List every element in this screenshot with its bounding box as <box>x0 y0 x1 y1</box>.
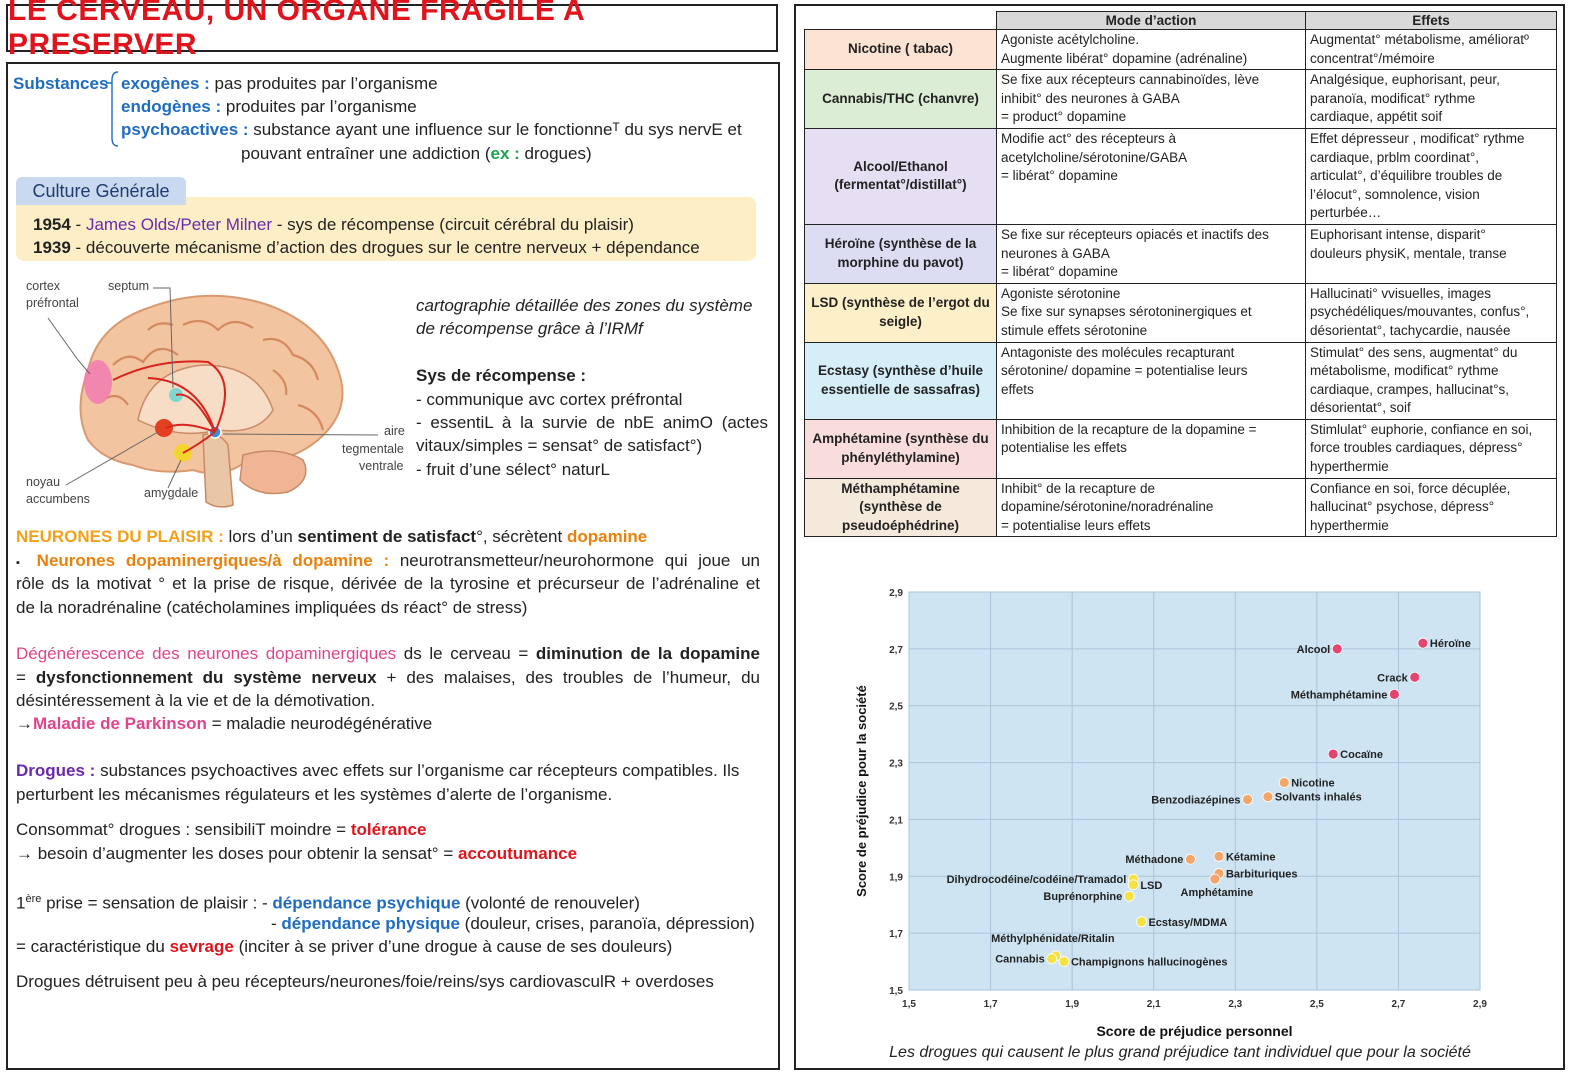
drug-name-cell <box>805 224 997 283</box>
data-point-label: Cannabis <box>995 953 1045 966</box>
table-header-empty <box>805 12 997 30</box>
table-row <box>805 30 1557 70</box>
x-tick-label: 1,9 <box>1065 999 1080 1010</box>
drogues-line-tolerance: Consommat° drogues : sensibiliT moindre = tolérance <box>16 820 427 839</box>
culture-tab: Culture Générale <box>16 177 186 205</box>
data-point <box>1389 689 1399 699</box>
drug-name-cell-line: essentielle de sassafras) <box>820 381 981 397</box>
brain-label-prefrontal: préfrontal <box>26 296 79 310</box>
x-tick-label: 1,7 <box>983 999 998 1010</box>
data-point-label: LSD <box>1140 879 1163 892</box>
title-box <box>6 0 778 61</box>
data-point-label: Barbituriques <box>1225 868 1298 881</box>
drug-name-cell <box>805 342 997 419</box>
mode-cell-line: Agoniste acétylcholine. <box>1001 32 1140 47</box>
effets-cell-line: cardiaque, prblm coordinat°, <box>1310 149 1479 165</box>
brain-label-ventrale: ventrale <box>359 459 404 473</box>
page-title: LE CERVEAU, UN ORGANE FRAGILE A PRESERVER <box>8 0 585 61</box>
mode-cell-line: Se fixe aux récepteurs cannabinoïdes, lève <box>1001 72 1260 88</box>
brain-label-noyau: noyau <box>26 475 61 489</box>
data-point-label: Dihydrocodéine/codéine/Tramadol <box>946 874 1127 887</box>
data-point-label: Amphétamine <box>1180 887 1254 900</box>
table-row <box>805 478 1557 537</box>
mode-cell-line: = libérat° dopamine <box>1001 264 1118 280</box>
drogues-line-dependance-phys: - dépendance physique (douleur, crises, paranoïa, dépression) <box>271 914 755 933</box>
drug-name-cell-line: (fermentat°/distillat°) <box>834 177 967 193</box>
mode-cell <box>997 283 1306 342</box>
drug-name-cell-line: Cannabis/THC (chanvre) <box>822 90 979 106</box>
neurones-line-2: ▪ Neurones dopaminergiques/à dopamine : neurotransmetteur/neurohormone qui joue un <box>16 551 760 570</box>
substances-label: Substances <box>13 74 109 93</box>
effets-cell <box>1306 128 1557 224</box>
drug-table <box>804 11 1557 537</box>
effets-cell-line: Stimlulat° euphorie, confiance en soi, <box>1310 421 1533 437</box>
y-tick-label: 2,3 <box>889 758 903 770</box>
drug-name-cell <box>805 283 997 342</box>
data-point-label: Méthamphétamine <box>1290 689 1388 702</box>
accumbens-region <box>155 419 173 437</box>
effets-cell-line: Confiance en soi, force décuplée, <box>1310 480 1511 496</box>
data-point <box>1328 749 1338 759</box>
effets-cell-line: force troubles cardiaques, dépress° <box>1310 440 1523 456</box>
data-point <box>1059 957 1069 967</box>
x-tick-label: 2,3 <box>1228 999 1243 1010</box>
table-row <box>805 419 1557 478</box>
data-point <box>1418 638 1428 648</box>
drug-name-cell-line: morphine du pavot) <box>837 254 964 270</box>
y-tick-label: 1,9 <box>889 872 903 884</box>
drogues-line-2: perturbent les mécanismes régulateurs et les systèmes d’alerte de l’organisme. <box>16 785 613 804</box>
mode-cell-line: acetylcholine/sérotonine/GABA <box>1001 149 1188 165</box>
mode-cell <box>997 419 1306 478</box>
drug-name-cell-line: Méthamphétamine <box>841 480 960 496</box>
effets-cell <box>1306 283 1557 342</box>
effets-cell-line: hyperthermie <box>1310 459 1389 475</box>
effets-cell-line: cardiaque, crampes, hallucinat°s, <box>1310 381 1509 397</box>
data-point-label: Alcool <box>1296 643 1331 656</box>
cerebellum <box>240 451 306 494</box>
x-tick-label: 2,1 <box>1146 999 1161 1010</box>
mode-cell-line: inhibit° des neurones à GABA <box>1001 90 1180 106</box>
y-tick-label: 2,9 <box>889 588 903 599</box>
drogues-line-sevrage: = caractéristique du sevrage (inciter à se priver d’une drogue à cause de ses douleurs) <box>16 937 673 956</box>
data-point <box>1128 880 1138 890</box>
brain-label-amygdale: amygdale <box>144 486 199 500</box>
table-row <box>805 224 1557 283</box>
drug-name-cell-line: Amphétamine (synthèse du <box>812 431 989 447</box>
data-point <box>1047 954 1057 964</box>
mode-cell-line: Augmente libérat° dopamine (adrénaline) <box>1001 50 1248 66</box>
mode-cell-line: = potentialise leurs effets <box>1001 517 1151 533</box>
brain-label-cortex: cortex <box>26 279 61 293</box>
drogues-line-dependance-psy: 1ère prise = sensation de plaisir : - dépendance psychique (volonté de renouveler) <box>16 893 640 913</box>
data-point-label: Kétamine <box>1225 851 1276 864</box>
data-point-label: Benzodiazépines <box>1151 794 1241 807</box>
data-point <box>1243 795 1253 805</box>
brainstem <box>203 434 233 507</box>
mode-cell <box>997 128 1306 224</box>
table-header-effets: Effets <box>1306 12 1557 30</box>
drug-name-cell-line: (synthèse de <box>859 499 942 515</box>
drug-name-cell-line: Héroïne (synthèse de la <box>824 236 977 252</box>
brain-label-tegmentale: tegmentale <box>342 442 404 456</box>
drug-name-cell-line: Alcool/Ethanol <box>853 158 948 174</box>
mode-cell-line: Agoniste sérotonine <box>1001 285 1121 301</box>
drogues-line-detruisent: Drogues détruisent peu à peu récepteurs/neurones/foie/reins/sys cardiovasculR + overdoses <box>16 972 714 991</box>
data-point-label: Nicotine <box>1291 777 1335 790</box>
effets-cell-line: Analgésique, euphorisant, peur, <box>1310 72 1500 88</box>
effets-cell-line: psychédéliques/mouvantes, confus°, <box>1310 304 1530 320</box>
culture-line-1954: 1954 - James Olds/Peter Milner - sys de récompense (circuit cérébral du plaisir) <box>33 215 634 234</box>
data-point <box>1124 891 1134 901</box>
effets-cell-line: désorientat°, soif <box>1310 400 1411 416</box>
brain-label-aire: aire <box>384 424 405 438</box>
data-point-label: Méthylphénidate/Ritalin <box>991 932 1115 945</box>
y-tick-label: 2,7 <box>889 644 903 656</box>
mode-cell <box>997 478 1306 537</box>
data-point <box>1263 792 1273 802</box>
neurones-line-3: rôle ds la motivat ° et la prise de risque, dérivée de la tyrosine et précurseur de l’adrénaline et <box>16 574 760 593</box>
y-tick-label: 2,5 <box>889 701 903 713</box>
recompense-item-3: - fruit d’une sélect° naturL <box>416 460 610 479</box>
table-row <box>805 342 1557 419</box>
x-tick-label: 2,9 <box>1473 999 1487 1010</box>
data-point <box>1279 777 1289 787</box>
data-point-label: Crack <box>1377 672 1408 685</box>
mode-cell-line: Modifie act° des récepteurs à <box>1001 130 1176 146</box>
effets-cell-line: désorientat°, tachycardie, nausée <box>1310 322 1511 338</box>
table-header-row <box>805 12 1557 30</box>
effets-cell <box>1306 30 1557 70</box>
effets-cell-line: hyperthermie <box>1310 517 1389 533</box>
effets-cell-line: Hallucinati° vvisuelles, images <box>1310 285 1491 301</box>
brain-label-accumbens: accumbens <box>26 492 90 506</box>
brain-label-septum: septum <box>108 279 149 293</box>
effets-cell-line: douleurs physiK, mentale, transe <box>1310 245 1507 261</box>
drug-name-cell-line: seigle) <box>879 313 922 329</box>
effets-cell <box>1306 342 1557 419</box>
recompense-item-1: - communique avc cortex préfrontal <box>416 390 683 409</box>
y-axis-label: Score de préjudice pour la société <box>854 685 869 897</box>
x-axis-label: Score de préjudice personnel <box>1096 1023 1293 1039</box>
drug-name-cell-line: pseudoéphédrine) <box>841 517 959 533</box>
drug-name-cell-line: Nicotine ( tabac) <box>847 41 953 57</box>
drogues-line-accoutumance: → besoin d’augmenter les doses pour obtenir la sensat° = accoutumance <box>16 844 578 863</box>
drug-name-cell-line: phényléthylamine) <box>841 449 960 465</box>
effets-cell-line: Stimulat° des sens, augmentat° du <box>1310 344 1518 360</box>
chart-caption: Les drogues qui causent le plus grand préjudice tant individuel que pour la société <box>889 1044 1471 1061</box>
neurones-line-1: NEURONES DU PLAISIR : lors d’un sentiment de satisfact°, sécrètent dopamine <box>16 527 648 546</box>
recompense-title: Sys de récompense : <box>416 366 587 385</box>
effets-cell-line: articulat°, d’équilibre troubles de <box>1310 168 1503 184</box>
table-header-mode: Mode d’action <box>997 12 1306 30</box>
data-point <box>1214 851 1224 861</box>
mode-cell-line: = product° dopamine <box>1001 109 1127 125</box>
prefrontal-region <box>84 360 112 404</box>
mode-cell-line: stimule effets sérotonine <box>1001 322 1148 338</box>
effets-cell-line: métabolisme, modificat° rythme <box>1310 363 1499 379</box>
effets-cell-line: cardiaque, appétit soif <box>1310 109 1443 125</box>
data-point-label: Cocaïne <box>1340 749 1383 762</box>
y-tick-label: 1,5 <box>889 986 903 997</box>
drug-name-cell <box>805 128 997 224</box>
data-point-label: Méthadone <box>1125 854 1184 867</box>
mode-cell-line: Se fixe sur synapses sérotoninergiques et <box>1001 304 1252 320</box>
substances-endogenes: endogènes : produites par l’organisme <box>121 97 417 116</box>
mode-cell-line: Inhibition de la recapture de la dopamine = <box>1001 421 1257 437</box>
degen-line-4: →Maladie de Parkinson = maladie neurodégénérative <box>16 714 433 733</box>
mode-cell <box>997 342 1306 419</box>
brain-caption-2: de récompense grâce à l’IRMf <box>416 319 643 338</box>
neurones-line-4: de la noradrénaline (catécholamines impliquées ds réact° de stress) <box>16 598 528 617</box>
table-row <box>805 70 1557 129</box>
effets-cell <box>1306 419 1557 478</box>
effets-cell-line: l’élocut°, somnolence, vision <box>1310 186 1480 202</box>
drug-name-cell <box>805 30 997 70</box>
harm-scatter-chart <box>850 580 1550 1042</box>
drug-name-cell-line: Ecstasy (synthèse d’huile <box>817 363 984 379</box>
data-point <box>1410 672 1420 682</box>
mode-cell-line: dopamine/sérotonine/noradrénaline <box>1001 499 1214 515</box>
drug-name-cell <box>805 419 997 478</box>
effets-cell-line: Augmentat° métabolisme, amélioratº <box>1310 32 1529 47</box>
data-point-label: Héroïne <box>1429 638 1471 651</box>
data-point-label: Ecstasy/MDMA <box>1148 916 1228 929</box>
brain-illustration <box>18 270 413 510</box>
degen-line-2: = dysfonctionnement du système nerveux + des malaises, des troubles de l’humeur, du <box>16 668 760 687</box>
x-tick-label: 2,5 <box>1309 999 1324 1010</box>
drogues-line-1: Drogues : substances psychoactives avec effets sur l’organisme car récepteurs compatibles. Ils <box>16 761 740 780</box>
plot-area <box>909 592 1480 990</box>
y-tick-label: 1,7 <box>889 929 903 941</box>
data-point-label: Champignons hallucinogènes <box>1070 956 1228 969</box>
effets-cell <box>1306 224 1557 283</box>
drug-name-cell-line: LSD (synthèse de l’ergot du <box>811 295 990 311</box>
mode-cell-line: potentialise les effets <box>1001 440 1127 456</box>
effets-cell-line: paranoïa, modificat° rythme <box>1310 90 1476 106</box>
mode-cell <box>997 224 1306 283</box>
effets-cell-line: perturbée… <box>1310 205 1382 221</box>
effets-cell-line: hallucinat° psychose, dépress° <box>1310 499 1495 515</box>
table-row <box>805 128 1557 224</box>
data-point-label: Solvants inhalés <box>1274 791 1362 804</box>
effets-cell-line: concentrat°/mémoire <box>1310 50 1435 66</box>
mode-cell-line: Antagoniste des molécules recapturant <box>1001 344 1235 360</box>
y-tick-label: 2,1 <box>889 815 903 827</box>
substances-psychoactives: psychoactives : substance ayant une influence sur le fonctionneᵀ du sys nervE et <box>121 120 742 139</box>
drug-name-cell <box>805 70 997 129</box>
recompense-item-2a: - essentiL à la survie de nbE animO (actes <box>416 413 768 432</box>
degen-line-3: désintéressement à la vie et de la démotivation. <box>16 691 376 710</box>
data-point <box>1136 917 1146 927</box>
mode-cell-line: Se fixe sur récepteurs opiacés et inactifs des <box>1001 226 1269 242</box>
effets-cell-line: Effet dépresseur , modificat° rythme <box>1310 130 1525 146</box>
brain-caption-1: cartographie détaillée des zones du système <box>416 296 753 315</box>
mode-cell-line: neurones à GABA <box>1001 245 1110 261</box>
table-row <box>805 283 1557 342</box>
data-point <box>1332 644 1342 654</box>
x-tick-label: 1,5 <box>902 999 916 1010</box>
substances-exogenes: exogènes : pas produites par l’organisme <box>121 74 438 93</box>
effets-cell <box>1306 478 1557 537</box>
mode-cell-line: sérotonine/ dopamine = potentialise leurs <box>1001 363 1248 379</box>
data-point <box>1185 854 1195 864</box>
mode-cell-line: = libérat° dopamine <box>1001 168 1118 184</box>
drug-name-cell <box>805 478 997 537</box>
effets-cell-line: Euphorisant intense, disparit° <box>1310 226 1486 242</box>
data-point-label: Buprénorphine <box>1043 891 1123 904</box>
mode-cell <box>997 30 1306 70</box>
data-point <box>1210 874 1220 884</box>
x-tick-label: 2,7 <box>1391 999 1406 1010</box>
substances-psychoactives-cont: pouvant entraîner une addiction (ex : drogues) <box>241 144 592 163</box>
mode-cell-line: effets <box>1001 381 1034 397</box>
degen-line-1: Dégénérescence des neurones dopaminergiques ds le cerveau = diminution de la dopamine <box>16 644 760 663</box>
mode-cell-line: Inhibit° de la recapture de <box>1001 480 1155 496</box>
mode-cell <box>997 70 1306 129</box>
recompense-item-2b: vitaux/simples = sensat° de satisfact°) <box>416 436 703 455</box>
culture-line-1939: 1939 - découverte mécanisme d’action des drogues sur le centre nerveux + dépendance <box>33 238 700 257</box>
effets-cell <box>1306 70 1557 129</box>
